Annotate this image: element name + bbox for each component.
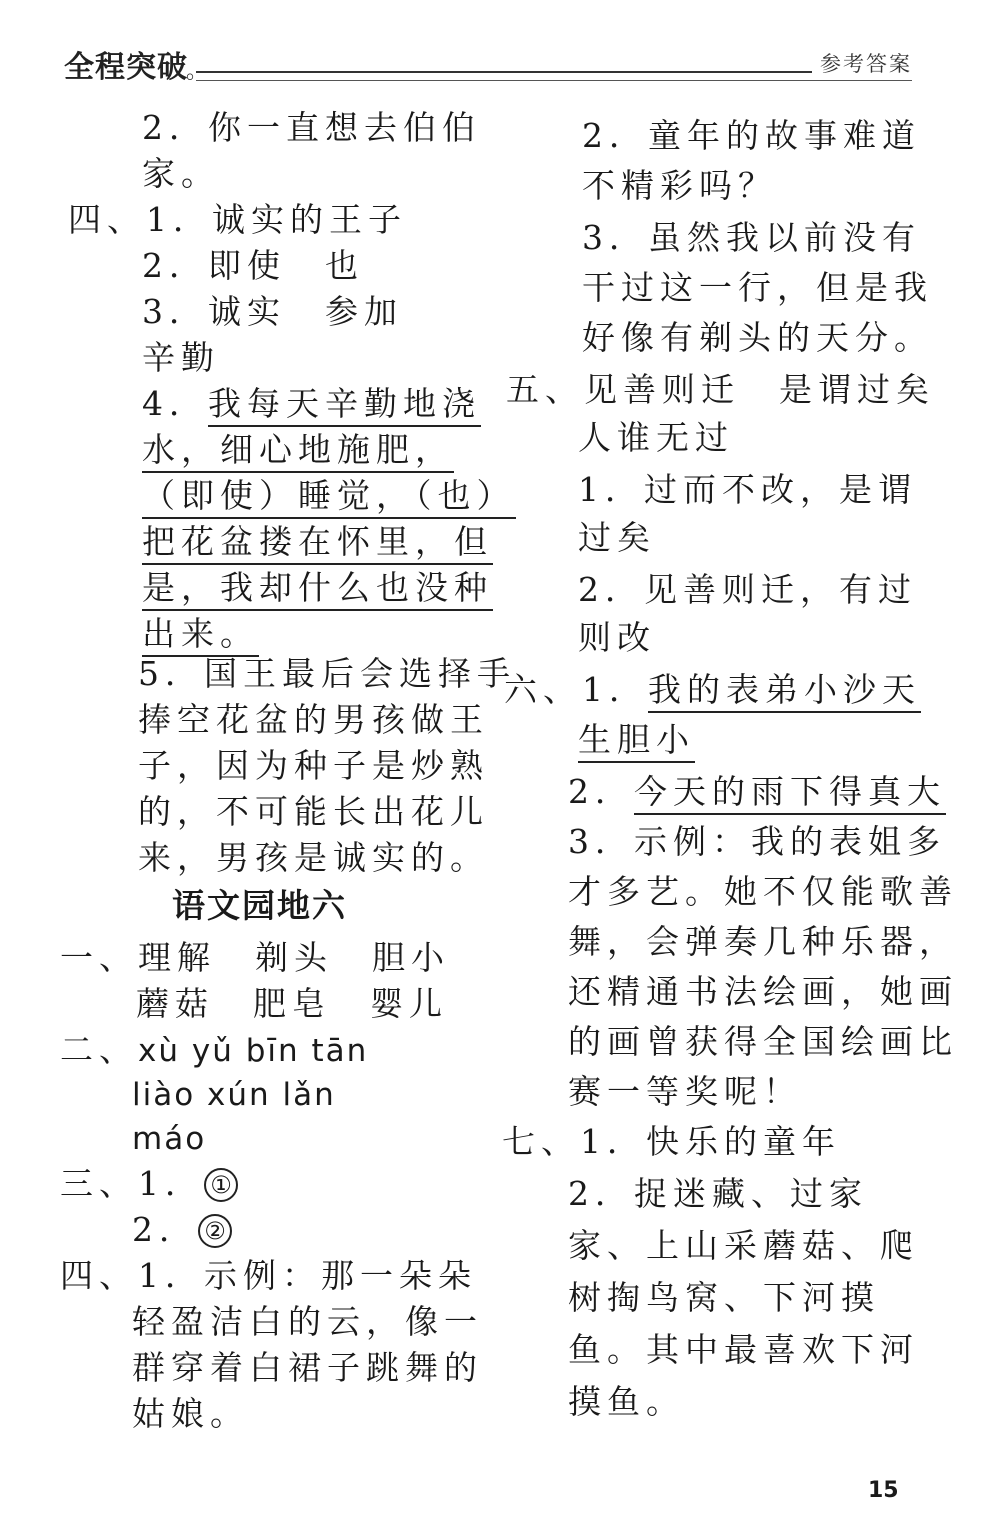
answer-text: 家、上山采蘑菇、爬 bbox=[568, 1226, 919, 1265]
answer-line bbox=[142, 430, 454, 470]
answer-text: 2． bbox=[132, 1210, 198, 1249]
answer-line bbox=[132, 1394, 249, 1434]
answer-line bbox=[172, 886, 347, 926]
answer-line bbox=[568, 1330, 919, 1370]
answer-text: 则改 bbox=[578, 618, 656, 657]
answer-line bbox=[582, 116, 921, 156]
answer-text: 摸鱼。 bbox=[568, 1382, 685, 1421]
answer-line bbox=[582, 318, 933, 358]
answer-line bbox=[142, 338, 220, 378]
answer-text: 2．即使 也 bbox=[142, 246, 364, 285]
answer-line bbox=[504, 670, 921, 710]
answer-line bbox=[132, 1302, 483, 1342]
answer-text: 还精通书法绘画，她画 bbox=[568, 972, 958, 1011]
underlined-answer: 生胆小 bbox=[578, 720, 695, 763]
answer-line bbox=[132, 1118, 206, 1159]
underlined-answer: 水，细心地施肥， bbox=[142, 430, 454, 473]
answer-text: 一、理解 剃头 胆小 bbox=[60, 938, 450, 977]
answer-line bbox=[136, 984, 448, 1024]
answer-line bbox=[578, 570, 917, 610]
answer-text: 轻盈洁白的云，像一 bbox=[132, 1302, 483, 1341]
answer-line bbox=[568, 1072, 802, 1112]
answer-text: 2． bbox=[568, 772, 634, 811]
answer-text: 过矣 bbox=[578, 518, 656, 557]
answer-text: 2．你一直想去伯伯 bbox=[142, 108, 481, 147]
answer-text: 2．见善则迁，有过 bbox=[578, 570, 917, 609]
header-rule bbox=[196, 71, 812, 73]
answer-text: 赛一等奖呢！ bbox=[568, 1072, 802, 1111]
answer-text: 干过这一行，但是我 bbox=[582, 268, 933, 307]
answer-line bbox=[142, 522, 493, 562]
answer-text: 4． bbox=[142, 384, 208, 423]
answer-line bbox=[568, 822, 946, 862]
answer-line bbox=[132, 1210, 232, 1250]
answer-line bbox=[568, 1174, 868, 1214]
pinyin-text: xù yǔ bīn tān bbox=[138, 1033, 369, 1069]
answer-text: 3．诚实 参加 bbox=[142, 292, 403, 331]
answer-text: 捧空花盆的男孩做王 bbox=[138, 700, 489, 739]
answer-line bbox=[138, 654, 516, 694]
answer-text: 子，因为种子是炒熟 bbox=[138, 746, 489, 785]
answer-line bbox=[132, 1348, 483, 1388]
answer-line bbox=[568, 1278, 880, 1318]
header-underline bbox=[196, 80, 912, 81]
answer-text: 人谁无过 bbox=[578, 418, 734, 457]
answer-line bbox=[582, 218, 921, 258]
underlined-answer: 出来。 bbox=[142, 614, 259, 657]
answer-text: 群穿着白裙子跳舞的 bbox=[132, 1348, 483, 1387]
answer-line bbox=[132, 1074, 336, 1115]
section-title: 语文园地六 bbox=[172, 886, 347, 925]
answer-text: 的画曾获得全国绘画比 bbox=[568, 1022, 958, 1061]
answer-text: 姑娘。 bbox=[132, 1394, 249, 1433]
answer-text: 二、 bbox=[60, 1030, 138, 1069]
page-header bbox=[60, 40, 912, 86]
answer-text: 2．童年的故事难道 bbox=[582, 116, 921, 155]
circled-choice: ② bbox=[198, 1214, 232, 1248]
answer-text: 的，不可能长出花儿 bbox=[138, 792, 489, 831]
answer-line bbox=[142, 292, 403, 332]
answer-text: 七、1．快乐的童年 bbox=[502, 1122, 841, 1161]
answer-line bbox=[142, 108, 481, 148]
pinyin-text: liào xún lǎn bbox=[132, 1077, 336, 1113]
answer-text: 3．示例：我的表姐多 bbox=[568, 822, 946, 861]
answer-text: 来，男孩是诚实的。 bbox=[138, 838, 489, 877]
answer-line bbox=[138, 838, 489, 878]
answer-text: 3．虽然我以前没有 bbox=[582, 218, 921, 257]
answer-text: 2．捉迷藏、过家 bbox=[568, 1174, 868, 1213]
answer-line bbox=[142, 384, 481, 424]
answer-line bbox=[60, 938, 450, 978]
answer-line bbox=[142, 614, 259, 654]
answer-text: 六、1． bbox=[504, 670, 648, 709]
answer-line bbox=[142, 568, 493, 608]
answer-line bbox=[502, 1122, 841, 1162]
answer-line bbox=[578, 720, 695, 760]
answer-line bbox=[60, 1030, 368, 1071]
answer-text: 5．国王最后会选择手 bbox=[138, 654, 516, 693]
underlined-answer: 今天的雨下得真大 bbox=[634, 772, 946, 815]
answer-text: 三、1． bbox=[60, 1164, 204, 1203]
answer-line bbox=[568, 872, 958, 912]
answer-text: 鱼。其中最喜欢下河 bbox=[568, 1330, 919, 1369]
answer-text: 五、见善则迁 是谓过矣 bbox=[506, 370, 935, 409]
answer-line bbox=[578, 518, 656, 558]
answer-text: 四、1．诚实的王子 bbox=[68, 200, 407, 239]
answer-text: 舞，会弹奏几种乐器， bbox=[568, 922, 958, 961]
answer-line bbox=[138, 700, 489, 740]
answer-line bbox=[578, 418, 734, 458]
answer-line bbox=[138, 746, 489, 786]
answer-line bbox=[142, 476, 516, 516]
answer-line bbox=[142, 246, 364, 286]
pinyin-text: máo bbox=[132, 1121, 207, 1157]
answer-text: 四、1．示例：那一朵朵 bbox=[60, 1256, 477, 1295]
answer-line bbox=[142, 154, 220, 194]
answer-line bbox=[60, 1256, 477, 1296]
answer-text: 树掏鸟窝、下河摸 bbox=[568, 1278, 880, 1317]
brand-mark: 。 bbox=[186, 59, 209, 84]
answer-text: 1．过而不改，是谓 bbox=[578, 470, 917, 509]
underlined-answer: 我的表弟小沙天 bbox=[648, 670, 921, 713]
circled-choice: ① bbox=[204, 1168, 238, 1202]
answer-line bbox=[568, 922, 958, 962]
answer-line bbox=[578, 618, 656, 658]
answer-text: 家。 bbox=[142, 154, 220, 193]
answer-text: 才多艺。她不仅能歌善 bbox=[568, 872, 958, 911]
answer-line bbox=[68, 200, 407, 240]
section-label: 参考答案 bbox=[820, 52, 912, 76]
answer-line bbox=[506, 370, 935, 410]
answer-line bbox=[568, 1022, 958, 1062]
page-number: 15 bbox=[868, 1478, 899, 1503]
underlined-answer: 把花盆搂在怀里，但 bbox=[142, 522, 493, 565]
answer-line bbox=[568, 1382, 685, 1422]
answer-text: 好像有剃头的天分。 bbox=[582, 318, 933, 357]
brand-logo: 全程突破 bbox=[64, 50, 188, 85]
underlined-answer: 我每天辛勤地浇 bbox=[208, 384, 481, 427]
answer-line bbox=[60, 1164, 238, 1204]
answer-line bbox=[582, 268, 933, 308]
answer-line bbox=[568, 772, 946, 812]
answer-text: 蘑菇 肥皂 婴儿 bbox=[136, 984, 448, 1023]
underlined-answer: （即使）睡觉，（也） bbox=[142, 476, 516, 519]
underlined-answer: 是，我却什么也没种 bbox=[142, 568, 493, 611]
answer-line bbox=[582, 166, 777, 206]
answer-text: 不精彩吗？ bbox=[582, 166, 777, 205]
answer-line bbox=[138, 792, 489, 832]
answer-line bbox=[568, 972, 958, 1012]
answer-text: 辛勤 bbox=[142, 338, 220, 377]
answer-line bbox=[568, 1226, 919, 1266]
answer-line bbox=[578, 470, 917, 510]
